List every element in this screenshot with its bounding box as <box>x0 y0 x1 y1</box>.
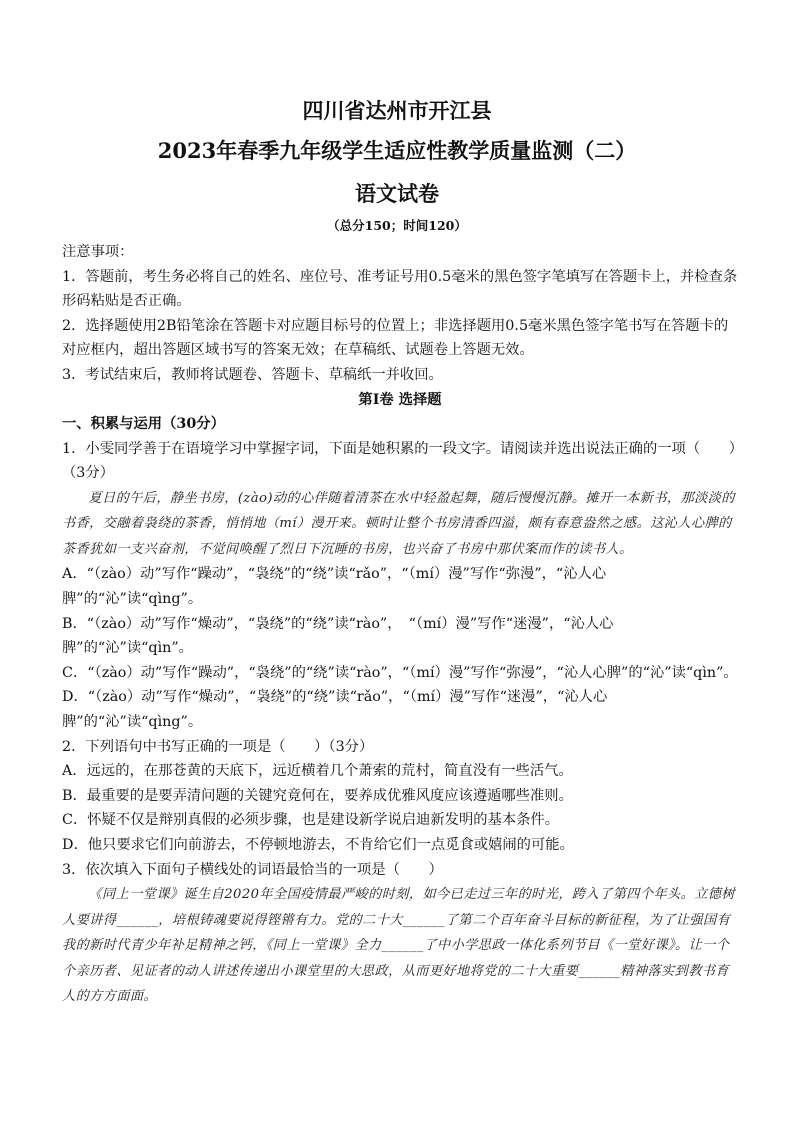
q2-option-c: C．怀疑不仅是辩别真假的必须步骤，也是建设新学说启迪新发明的基本条件。 <box>62 812 560 829</box>
q1-option-a: A．“（zào）动”写作“躁动”，“袅绕”的“绕”读“rǎo”，“（mí）漫”写作“弥漫”，“沁人心脾”的“沁”读“qìng”。 <box>62 566 607 608</box>
note-item-3: 3．考试结束后，教师将试题卷、答题卡、草稿纸一并收回。 <box>62 366 443 383</box>
q3-stem: 3．依次填入下面句子横线处的词语最恰当的一项是（ ） <box>62 861 443 878</box>
volume-title: 第Ⅰ卷 选择题 <box>358 391 442 408</box>
exam-body <box>62 240 738 1010</box>
q1-passage: 夏日的午后，静坐书房，(zào)动的心伴随着清茶在水中轻盈起舞，随后慢慢沉静。摊开一本新书，那淡淡的书香，交融着袅绕的茶香，悄悄地（mí）漫开来。顿时让整个书房清香四溢，颇有春意盎然之感。这沁人心脾的茶香犹如一支兴奋剂，不觉间唤醒了烈日下沉睡的书房，也兴奋了书房中那伏案而作的读书人。 <box>62 490 735 557</box>
q1-stem: 1．小雯同学善于在语境学习中掌握字词，下面是她积累的一段文字。请阅读并选出说法正确的一项（ ）（3分） <box>62 440 736 482</box>
exam-title: 2023年春季九年级学生适应性教学质量监测（二） <box>157 138 637 163</box>
subject-title: 语文试卷 <box>355 181 439 206</box>
q3-passage: 《同上一堂课》诞生自2020年全国疫情最严峻的时刻，如今已走过三年的时光，跨入了第四个年头。立德树人要讲得______，培根铸魂要说得铿锵有力。党的二十大______了第二个百年奋斗目标的新征程，为了让强国有我的新时代青少年补足精神之钙，《同上一堂课》全力______了中小学思政一体化系列节目《一堂好课》。让一个个亲历者、见证者的动人讲述传递出小课堂里的大思政，从而更好地将党的二十大重要______精神落实到教书育人的方方面面。 <box>62 887 735 1005</box>
q2-stem: 2．下列语句中书写正确的一项是（ ）（3分） <box>62 738 374 755</box>
q1-option-b: B．“（zào）动”写作“燥动”，“袅绕”的“绕”读“rào”， “（mí）漫”写作“迷漫”，“沁人心脾”的“沁”读“qìn”。 <box>62 615 614 657</box>
q2-option-a: A．远远的，在那苍黄的天底下，远近横着几个萧索的荒村，简直没有一些活气。 <box>62 763 573 780</box>
note-item-2: 2．选择题使用2B铅笔涂在答题卡对应题目标号的位置上；非选择题用0.5毫米黑色签字笔书写在答题卡的对应框内，超出答题区域书写的答案无效；在草稿纸、试题卷上答题无效。 <box>62 317 729 359</box>
q1-option-c: C．“（zào）动”写作“躁动”，“袅绕”的“绕”读“rào”，“（mí）漫”写作“弥漫”，“沁人心脾”的“沁”读“qìn”。 <box>62 664 738 681</box>
q2-option-b: B．最重要的是要弄清问题的关键究竟何在，要养成优雅风度应该遵遁哪些准则。 <box>62 787 573 804</box>
exam-region-title: 四川省达州市开江县 <box>302 98 492 123</box>
note-item-1: 1．答题前，考生务必将自己的姓名、座位号、准考证号用0.5毫米的黑色签字笔填写在答题卡上，并检查条形码粘贴是否正确。 <box>62 268 738 310</box>
section-heading: 一、积累与运用（30分） <box>62 416 225 433</box>
notes-heading: 注意事项： <box>62 244 134 260</box>
q1-option-d: D．“（zào）动”写作“燥动”，“袅绕”的“绕”读“rǎo”，“（mí）漫”写作“迷漫”，“沁人心脾”的“沁”读“qìng”。 <box>62 689 608 730</box>
q2-option-d: D．他只要求它们向前游去，不停顿地游去，不肯给它们一点觅食或嬉闹的可能。 <box>62 836 574 853</box>
score-time-info: （总分150；时间120） <box>327 218 467 233</box>
